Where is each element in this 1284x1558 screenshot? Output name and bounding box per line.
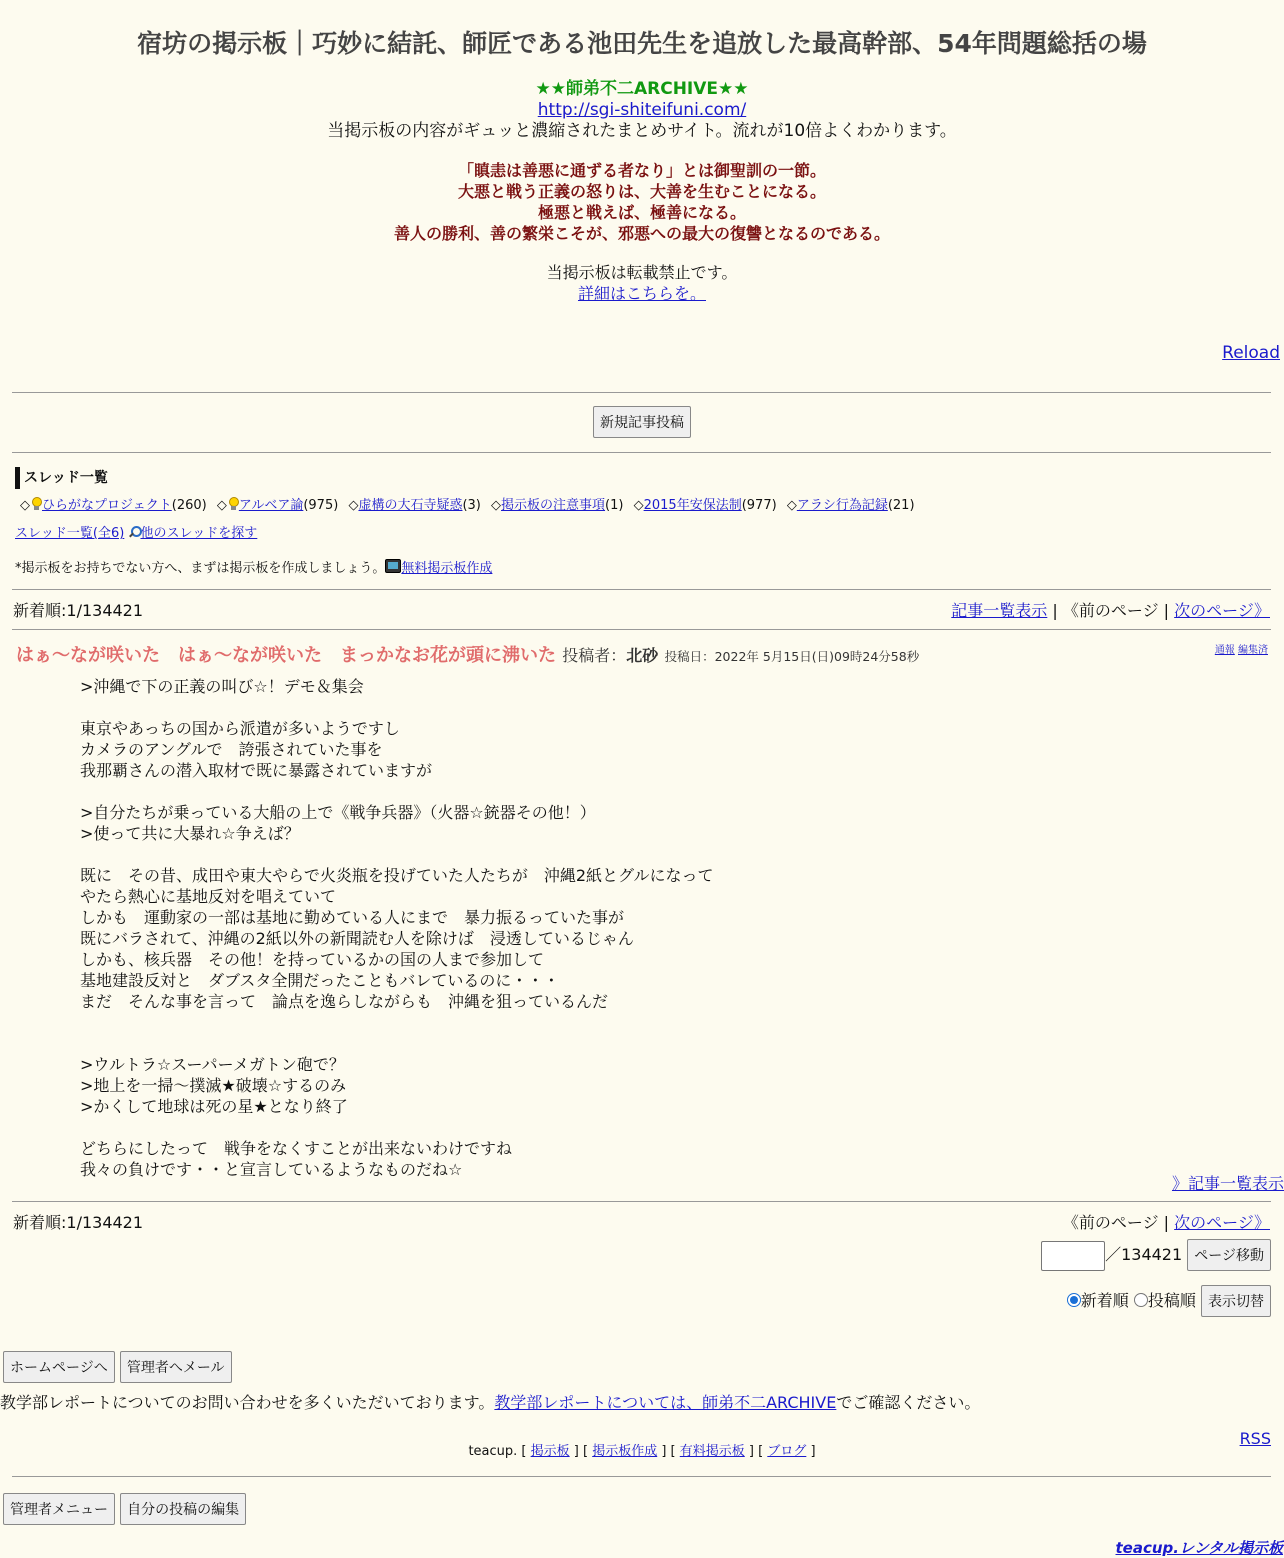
next-page-link[interactable]: 次のページ》 (1174, 601, 1270, 620)
details-link[interactable]: 詳細はこちらを。 (577, 284, 706, 303)
home-button[interactable]: ホームページへ (3, 1351, 115, 1383)
post-tools (1215, 641, 1268, 656)
post-header (16, 641, 919, 667)
quote-line: 極悪と戦えば、極善になる。 (537, 203, 746, 222)
create-board-link[interactable]: 無料掲示板作成 (401, 561, 493, 576)
separator: | (1052, 601, 1058, 620)
prev-page-text: 《前のページ (1062, 1213, 1159, 1232)
pager-position: 新着順:1/134421 (13, 601, 144, 620)
promo-text: *掲示板をお持ちでない方へ、まずは掲示板を作成しましょう。 (15, 561, 386, 576)
post-article-list-link[interactable]: 》記事一覧表示 (1171, 1174, 1284, 1193)
quote-block (0, 160, 1284, 244)
all-threads-link[interactable]: スレッド一覧(全6) (15, 526, 125, 541)
post-date: 投稿日：2022年 5月15日(日)09時24分58秒 (664, 649, 920, 664)
thread-item: ◇アラシ行為記録(21) (786, 498, 915, 513)
thread-count: (1) (605, 498, 624, 513)
divider (12, 452, 1271, 453)
page-total: ／134421 (1105, 1245, 1183, 1264)
thread-list (20, 497, 921, 515)
thread-count: (977) (741, 498, 777, 513)
switch-order-button[interactable]: 表示切替 (1201, 1285, 1271, 1317)
page-move-button[interactable]: ページ移動 (1187, 1239, 1271, 1271)
archive-name: ★★師弟不二ARCHIVE★★ (535, 79, 749, 99)
page-title: 宿坊の掲示板｜巧妙に結託、師匠である池田先生を追放した最高幹部、54年問題総括の場 (137, 29, 1147, 58)
post-body: >沖縄で下の正義の叫び☆！デモ＆集会 東京やあっちの国から派遣が多いようですし カメラのアングルで 誇張されていた事を 我那覇さんの潜入取材で既に暴露されていますが >自分たちが乗っている大船の上で《戦争兵器》（火器☆銃器その他！） >使って共に大暴れ☆争えば？ 既に その昔、成田や東大やらで火炎瓶を投げていた人たちが 沖縄2紙とグルになって やたら熱心に基地反対を唱えていて しかも 運動家の一部は基地に勤めている人にまで 暴力振るっていた事が 既にバラされて、沖縄の2紙以外の新聞読む人を除けば 浸透しているじゃん しかも、核兵器 その他！を持っているかの国の人まで参加して 基地建設反対と ダブスタ全開だったこともバレているのに・・・ まだ そんな事を言って 論点を逸らしながらも 沖縄を狙っているんだ >ウルトラ☆スーパーメガトン砲で？ >地上を一掃～撲滅★破壊☆するのみ >かくして地球は死の星★となり終了 どちらにしたって 戦争をなくすことが出来ないわけですね 我々の負けです・・と宣言しているようなものだね☆ (80, 677, 714, 1179)
lightbulb-icon (227, 497, 239, 511)
thread-links-row (15, 522, 257, 541)
post-title: はぁ～なが咲いた はぁ～なが咲いた まっかなお花が頭に沸いた (16, 645, 556, 666)
teacup-board-link[interactable]: 掲示板 (530, 1444, 570, 1459)
teacup-blog-link[interactable]: ブログ (767, 1444, 807, 1459)
divider (12, 629, 1271, 630)
thread-count: (21) (887, 498, 915, 513)
divider (12, 1201, 1271, 1202)
rss-link[interactable]: RSS (1239, 1429, 1271, 1448)
pager-bottom (1063, 1210, 1270, 1233)
admin-menu-button[interactable]: 管理者メニュー (3, 1493, 115, 1525)
prev-page-text: 《前のページ (1062, 601, 1159, 620)
thread-item: ◇掲示板の注意事項(1) (491, 498, 624, 513)
archive-description: 当掲示板の内容がギュッと濃縮されたまとめサイト。流れが10倍よくわかります。 (327, 121, 957, 141)
inquiry-text: 教学部レポートについてのお問い合わせを多くいただいております。 (0, 1393, 495, 1412)
report-link[interactable]: 通報 (1214, 645, 1235, 656)
thread-count: (975) (303, 498, 339, 513)
footer-buttons (3, 1351, 232, 1383)
lightbulb-icon (30, 497, 42, 511)
thread-link-notes[interactable]: 掲示板の注意事項 (501, 498, 606, 513)
inquiry-link[interactable]: 教学部レポートについては、師弟不二ARCHIVE (494, 1393, 837, 1412)
order-post-label: 投稿順 (1147, 1291, 1196, 1310)
admin-buttons (3, 1493, 246, 1525)
inquiry-notice (0, 1390, 980, 1413)
edit-own-post-button[interactable]: 自分の投稿の編集 (120, 1493, 246, 1525)
new-post-button[interactable]: 新規記事投稿 (593, 406, 691, 438)
author-name: 北砂 (626, 646, 659, 665)
quote-line: 善人の勝利、善の繁栄こそが、邪悪への最大の復讐となるのである。 (393, 224, 890, 243)
thread-link-albea[interactable]: アルベア論 (238, 498, 304, 513)
divider (12, 1476, 1271, 1477)
thread-link-hiragana[interactable]: ひらがなプロジェクト (42, 498, 172, 513)
article-list-link[interactable]: 記事一覧表示 (951, 601, 1048, 620)
promo-row (15, 557, 492, 576)
quote-line: 大悪と戦う正義の怒りは、大善を生むことになる。 (457, 182, 826, 201)
teacup-label: teacup. (468, 1444, 518, 1459)
thread-item: ◇虚構の大石寺疑惑(3) (348, 498, 481, 513)
pager-position-bottom: 新着順:1/134421 (13, 1213, 144, 1232)
order-new-label: 新着順 (1080, 1291, 1129, 1310)
no-reprint-text: 当掲示板は転載禁止です。 (546, 263, 738, 282)
page-jump-row (1041, 1239, 1271, 1271)
archive-url-link[interactable]: http://sgi-shiteifuni.com/ (537, 100, 747, 120)
reload-link[interactable]: Reload (1222, 343, 1280, 363)
teacup-brand-link[interactable]: teacup.レンタル掲示板 (1115, 1539, 1283, 1557)
pager-top (951, 598, 1270, 621)
order-row (1067, 1285, 1271, 1317)
thread-item: ◇ アルベア論(975) (216, 498, 339, 513)
search-icon (128, 526, 140, 538)
quote-line: 「瞋恚は善悪に通ずる者なり」とは御聖訓の一節。 (457, 161, 826, 180)
teacup-links: teacup. [ 掲示板 ] [ 掲示板作成 ] [ 有料掲示板 ] [ ブログ ] (468, 1444, 816, 1459)
thread-count: (260) (171, 498, 207, 513)
thread-item: ◇ ひらがなプロジェクト(260) (20, 498, 207, 513)
author-label: 投稿者： (562, 646, 627, 665)
thread-item: ◇2015年安保法制(977) (633, 498, 777, 513)
post-author (562, 646, 658, 665)
inquiry-text-end: でご確認ください。 (836, 1393, 981, 1412)
reprint-notice (0, 262, 1284, 304)
order-post-radio[interactable] (1134, 1293, 1148, 1307)
separator: | (1163, 601, 1170, 620)
thread-list-heading: スレッド一覧 (15, 467, 108, 489)
search-threads-link[interactable]: 他のスレッドを探す (140, 526, 258, 541)
thread-link-security-law[interactable]: 2015年安保法制 (643, 498, 742, 513)
next-page-link-bottom[interactable]: 次のページ》 (1174, 1213, 1270, 1232)
tv-icon (385, 559, 401, 573)
archive-block (0, 79, 1284, 142)
divider (12, 392, 1271, 393)
separator: | (1163, 1213, 1170, 1232)
mail-admin-button[interactable]: 管理者へメール (120, 1351, 232, 1383)
order-new-radio[interactable] (1067, 1293, 1081, 1307)
thread-link-troll-log[interactable]: アラシ行為記録 (796, 498, 888, 513)
page-number-input[interactable] (1041, 1241, 1105, 1271)
teacup-paid-link[interactable]: 有料掲示板 (679, 1444, 745, 1459)
divider (12, 589, 1271, 590)
teacup-create-link[interactable]: 掲示板作成 (592, 1444, 658, 1459)
edited-link[interactable]: 編集済 (1238, 645, 1268, 656)
thread-count: (3) (462, 498, 481, 513)
thread-link-taisekiji[interactable]: 虚構の大石寺疑惑 (358, 498, 463, 513)
